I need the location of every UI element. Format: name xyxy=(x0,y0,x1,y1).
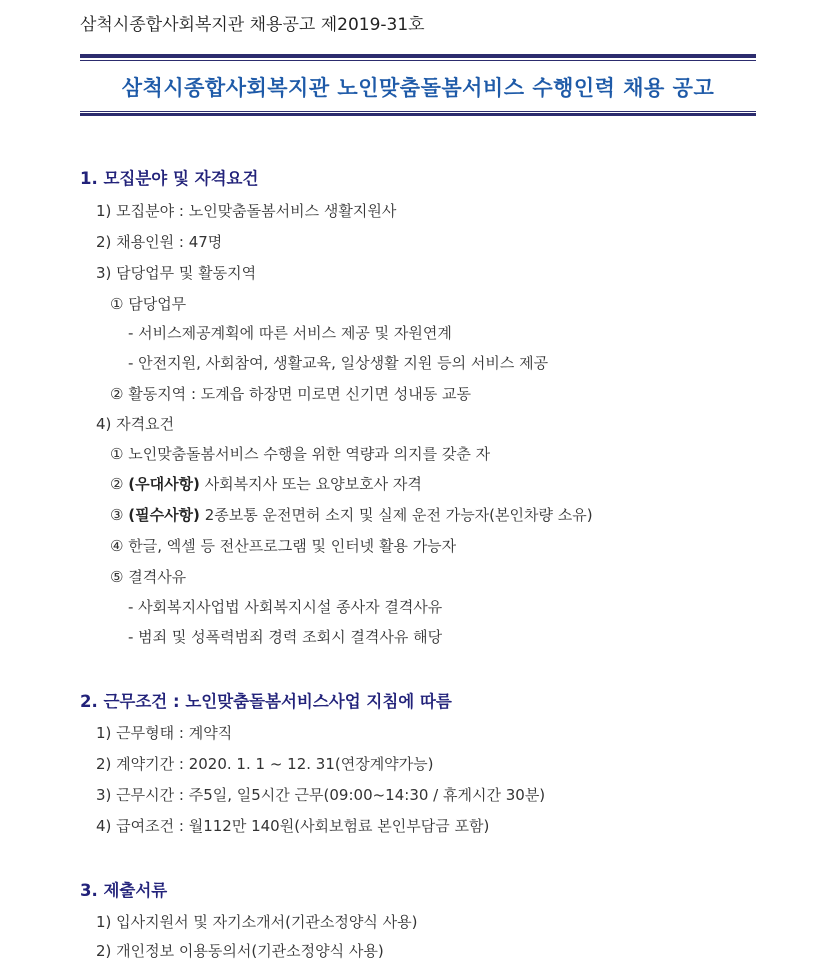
duties-subheading: ① 담당업무 xyxy=(110,295,187,313)
item-number: ③ xyxy=(110,506,124,524)
qualification-item: ① 노인맞춤돌봄서비스 수행을 위한 역량과 의지를 갖춘 자 xyxy=(110,445,491,463)
salary-line: 4) 급여조건 : 월112만 140원(사회보험료 본인부담금 포함) xyxy=(96,817,490,835)
page-title: 삼척시종합사회복지관 노인맞춤돌봄서비스 수행인력 채용 공고 xyxy=(121,76,715,100)
disqualification-heading: ⑤ 결격사유 xyxy=(110,568,187,586)
contract-period-line: 2) 계약기간 : 2020. 1. 1 ~ 12. 31(연장계약가능) xyxy=(96,755,434,773)
duty-item: - 서비스제공계획에 따른 서비스 제공 및 자원연계 xyxy=(128,324,452,342)
required-text: 2종보통 운전면허 소지 및 실제 운전 가능자(본인차량 소유) xyxy=(204,506,593,524)
duty-item: - 안전지원, 사회참여, 생활교육, 일상생활 지원 등의 서비스 제공 xyxy=(128,354,549,372)
section-1-heading: 1. 모집분야 및 자격요건 xyxy=(80,169,259,188)
qualification-required xyxy=(110,504,593,525)
qualification-preferred xyxy=(110,473,422,494)
preferred-label: (우대사항) xyxy=(128,475,200,493)
section-3-heading: 3. 제출서류 xyxy=(80,881,168,900)
disqualification-item: - 사회복지사업법 사회복지시설 종사자 결격사유 xyxy=(128,598,443,616)
document-item: 1) 입사지원서 및 자기소개서(기관소정양식 사용) xyxy=(96,913,418,931)
title-box xyxy=(80,54,756,112)
work-type-line: 1) 근무형태 : 계약직 xyxy=(96,724,233,742)
activity-area-line: ② 활동지역 : 도계읍 하장면 미로면 신기면 성내동 교동 xyxy=(110,385,471,403)
disqualification-item: - 범죄 및 성폭력범죄 경력 조회시 결격사유 해당 xyxy=(128,628,443,646)
duties-area-line: 3) 담당업무 및 활동지역 xyxy=(96,264,257,282)
recruit-field-line: 1) 모집분야 : 노인맞춤돌봄서비스 생활지원사 xyxy=(96,202,397,220)
headcount-line: 2) 채용인원 : 47명 xyxy=(96,233,223,251)
required-label: (필수사항) xyxy=(128,506,200,524)
document-item: 2) 개인정보 이용동의서(기관소정양식 사용) xyxy=(96,942,384,960)
section-2-heading: 2. 근무조건 : 노인맞춤돌봄서비스사업 지침에 따름 xyxy=(80,692,452,711)
item-number: ② xyxy=(110,475,124,493)
notice-number: 삼척시종합사회복지관 채용공고 제2019-31호 xyxy=(80,15,425,35)
qualification-item: ④ 한글, 엑셀 등 전산프로그램 및 인터넷 활용 가능자 xyxy=(110,537,457,555)
preferred-text: 사회복지사 또는 요양보호사 자격 xyxy=(204,475,422,493)
work-hours-line: 3) 근무시간 : 주5일, 일5시간 근무(09:00~14:30 / 휴게시간 30분) xyxy=(96,786,546,804)
qualifications-line: 4) 자격요건 xyxy=(96,415,175,433)
